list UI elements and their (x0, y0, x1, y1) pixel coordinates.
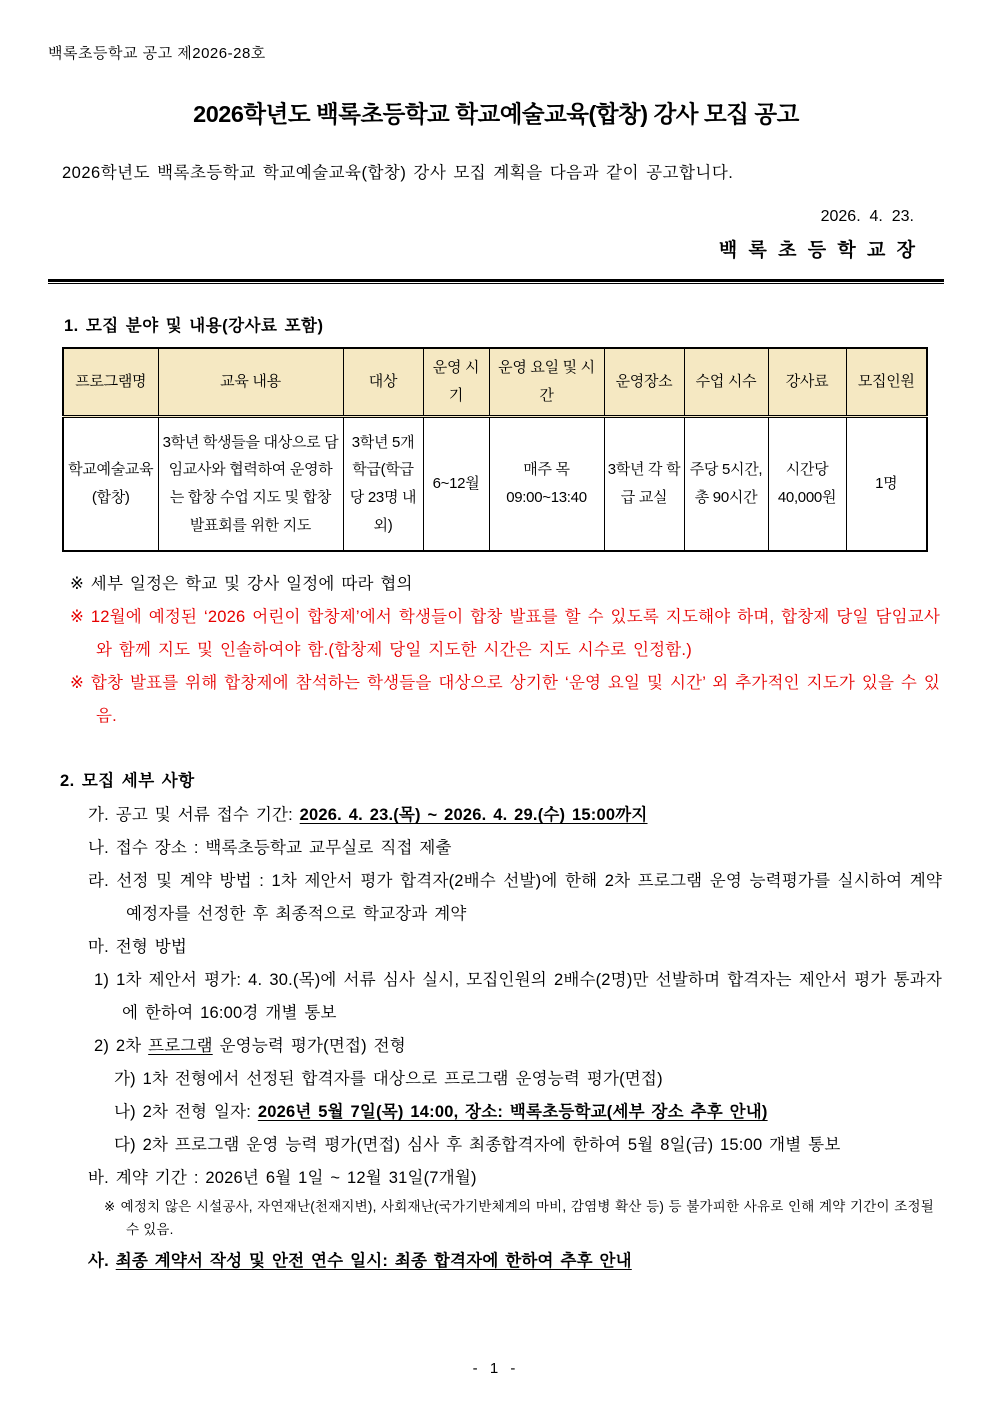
cell-instructor-fee: 시간당 40,000원 (768, 417, 846, 552)
item-second-screening (94, 1030, 942, 1063)
header-program-name: 프로그램명 (63, 348, 158, 417)
item-submission-place: 나. 접수 장소 : 백록초등학교 교무실로 직접 제출 (88, 839, 452, 857)
header-operation-place: 운영장소 (604, 348, 684, 417)
final-contract-text: 최종 계약서 작성 및 안전 연수 일시: 최종 합격자에 한하여 추후 안내 (115, 1252, 632, 1270)
note-choir-festival-duty: ※ 12월에 예정된 ‘2026 어린이 합창제’에서 학생들이 합창 발표를 할 수 있도록 지도해야 하며, 합창제 당일 담임교사와 함께 지도 및 인솔하여야 함.(합창제 당일 지도한 시간은 지도 시수로 인정함.) (70, 608, 940, 659)
second-screening-underlined: 프로그램 (148, 1037, 213, 1055)
item-application-period-label: 가. 공고 및 서류 접수 기간: (88, 806, 300, 824)
second-screening-post: 운영능력 평가(면접) 전형 (212, 1037, 406, 1055)
final-contract-label: 사. (88, 1252, 116, 1270)
cell-operation-day-time: 매주 목 09:00~13:40 (489, 417, 604, 552)
note-contract-adjustment: ※ 예정치 않은 시설공사, 자연재난(천재지변), 사회재난(국가기반체계의 마비, 감염병 확산 등) 등 불가피한 사유로 인해 계약 기간이 조정될 수 있음. (104, 1199, 934, 1237)
page-title: 2026학년도 백록초등학교 학교예술교육(합창) 강사 모집 공고 (193, 101, 799, 127)
section2 (48, 767, 944, 1278)
section1-heading: 1. 모집 분야 및 내용(강사료 포함) (64, 317, 324, 335)
second-screening-pre: 2) 2차 (94, 1037, 149, 1055)
page-number: - 1 - (472, 1360, 520, 1377)
header-recruit-count: 모집인원 (846, 348, 927, 417)
announcement-date: 2026. 4. 23. (820, 208, 914, 225)
cell-operation-place: 3학년 각 학급 교실 (604, 417, 684, 552)
header-target: 대상 (343, 348, 423, 417)
item-contract-period: 바. 계약 기간 : 2026년 6월 1일 ~ 12월 31일(7개월) (88, 1169, 477, 1187)
cell-operation-period: 6~12월 (423, 417, 489, 552)
item-second-screening-date (114, 1096, 942, 1129)
cell-target: 3학년 5개 학급(학급당 23명 내외) (343, 417, 423, 552)
cell-class-hours: 주당 5시간, 총 90시간 (684, 417, 768, 552)
signer-name: 백 록 초 등 학 교 장 (718, 240, 918, 261)
table-header-row (63, 348, 927, 417)
header-operation-day-time: 운영 요일 및 시간 (489, 348, 604, 417)
item-selection-method: 라. 선정 및 계약 방법 : 1차 제안서 평가 합격자(2배수 선발)에 한해 2차 프로그램 운영 능력평가를 실시하여 계약 예정자를 선정한 후 최종적으로 학교장과 계약 (88, 872, 942, 923)
second-screening-date-value: 2026년 5월 7일(목) 14:00, 장소: 백록초등학교(세부 장소 추후 안내) (257, 1103, 768, 1121)
second-screening-date-label: 나) 2차 전형 일자: (114, 1103, 258, 1121)
item-application-period-dates: 2026. 4. 23.(목) ~ 2026. 4. 29.(수) 15:00까지 (299, 806, 648, 824)
table-data-row (63, 417, 927, 552)
header-instructor-fee: 강사료 (768, 348, 846, 417)
cell-program-name: 학교예술교육 (합창) (63, 417, 158, 552)
item-application-period (88, 799, 942, 832)
item-first-screening: 1) 1차 제안서 평가: 4. 30.(목)에 서류 심사 실시, 모집인원의 2배수(2명)만 선발하며 합격자는 제안서 평가 통과자에 한하여 16:00경 개별 통보 (94, 971, 942, 1022)
header-class-hours: 수업 시수 (684, 348, 768, 417)
intro-paragraph: 2026학년도 백록초등학교 학교예술교육(합창) 강사 모집 계획을 다음과 같이 공고합니다. (62, 164, 734, 182)
item-final-notification: 다) 2차 프로그램 운영 능력 평가(면접) 심사 후 최종합격자에 한하여 5월 8일(금) 15:00 개별 통보 (114, 1136, 841, 1154)
cell-education-content: 3학년 학생들을 대상으로 담임교사와 협력하여 운영하는 합창 수업 지도 및 합창 발표회를 위한 지도 (158, 417, 343, 552)
note-schedule-negotiation: ※ 세부 일정은 학교 및 강사 일정에 따라 협의 (70, 575, 413, 593)
rule-thin-line (48, 283, 944, 284)
divider-double-rule (48, 279, 944, 284)
doc-number: 백록초등학교 공고 제2026-28호 (48, 45, 266, 62)
recruitment-table (62, 347, 928, 552)
item-final-contract-training (88, 1245, 942, 1278)
cell-recruit-count: 1명 (846, 417, 927, 552)
header-operation-period: 운영 시기 (423, 348, 489, 417)
header-education-content: 교육 내용 (158, 348, 343, 417)
item-second-screening-target: 가) 1차 전형에서 선정된 합격자를 대상으로 프로그램 운영능력 평가(면접) (114, 1070, 663, 1088)
note-additional-instruction: ※ 합창 발표를 위해 합창제에 참석하는 학생들을 대상으로 상기한 ‘운영 요일 및 시간’ 외 추가적인 지도가 있을 수 있음. (70, 674, 940, 725)
section2-heading: 2. 모집 세부 사항 (60, 772, 195, 790)
item-screening-method: 마. 전형 방법 (88, 938, 188, 956)
